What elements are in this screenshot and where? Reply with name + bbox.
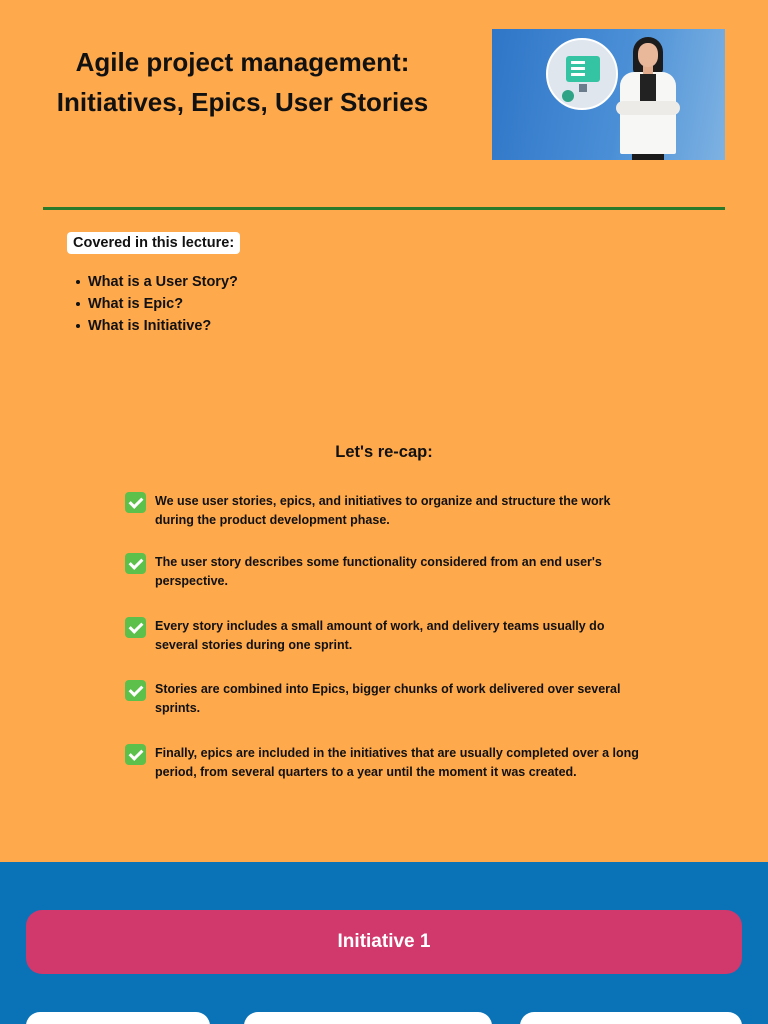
checkmark-icon	[125, 617, 146, 638]
initiative-label: Initiative 1	[337, 931, 431, 952]
checkmark-icon	[125, 553, 146, 574]
page-title: Agile project management: Initiatives, Epics, User Stories	[56, 47, 429, 117]
recap-text: Stories are combined into Epics, bigger chunks of work delivered over several sprints.	[155, 682, 621, 715]
topic-item	[76, 315, 238, 337]
epic-block	[520, 1012, 742, 1024]
topic-item	[76, 293, 238, 315]
recap-heading: Let's re-cap:	[335, 443, 433, 461]
instructor-photo	[608, 37, 688, 160]
lecture-cover-image	[492, 29, 725, 160]
checkmark-icon	[125, 492, 146, 513]
checkmark-icon	[125, 744, 146, 765]
hierarchy-diagram	[0, 862, 768, 1024]
topics-list	[76, 271, 238, 337]
topic-item	[76, 271, 238, 293]
recap-item	[125, 744, 645, 781]
recap-item	[125, 680, 645, 717]
recap-text: The user story describes some functionality considered from an end user's perspective.	[155, 555, 602, 588]
topic-text: What is Epic?	[88, 296, 184, 312]
epic-block	[26, 1012, 210, 1024]
recap-item	[125, 553, 645, 590]
covered-label: Covered in this lecture:	[67, 232, 240, 254]
recap-item	[125, 492, 645, 529]
recap-item	[125, 617, 645, 654]
bullet-icon	[76, 302, 80, 306]
epic-block	[244, 1012, 492, 1024]
topic-text: What is Initiative?	[88, 318, 212, 334]
bullet-icon	[76, 280, 80, 284]
topic-text: What is a User Story?	[88, 274, 238, 290]
recap-text: We use user stories, epics, and initiatives to organize and structure the work during the product development phase.	[155, 494, 611, 527]
initiative-block	[26, 910, 742, 974]
recap-text: Every story includes a small amount of work, and delivery teams usually do several stories during one sprint.	[155, 619, 605, 652]
recap-text: Finally, epics are included in the initiatives that are usually completed over a long period, from several quarters to a year until the moment it was created.	[155, 746, 639, 779]
checkmark-icon	[125, 680, 146, 701]
section-divider	[43, 207, 725, 210]
bullet-icon	[76, 324, 80, 328]
